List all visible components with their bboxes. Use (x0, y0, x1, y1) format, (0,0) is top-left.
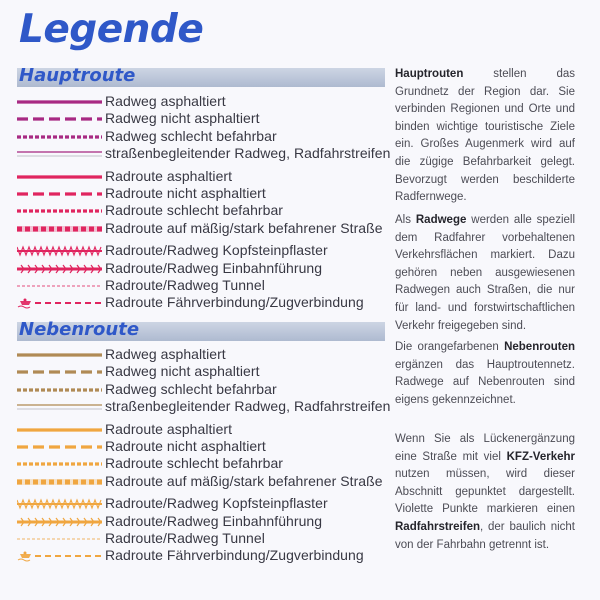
legend-label: Radroute Fährverbindung/Zugverbindung (105, 294, 364, 311)
legend-line-sample (17, 187, 102, 201)
legend-line-sample (17, 296, 102, 310)
legend-row (17, 382, 397, 398)
legend-line-sample (17, 457, 102, 471)
description-hauptrouten-strong: Hauptrouten (395, 68, 464, 80)
legend-line-sample (17, 423, 102, 437)
legend-label: Radweg asphaltiert (105, 93, 226, 109)
legend-title: Legende (19, 7, 204, 52)
legend-line-sample (17, 348, 102, 362)
legend-row (17, 548, 397, 564)
legend-row (17, 347, 397, 363)
legend-line-sample (17, 112, 102, 126)
legend-label: Radroute nicht asphaltiert (105, 438, 266, 454)
legend-row (17, 496, 397, 512)
legend-row (17, 364, 397, 380)
legend-row (17, 169, 397, 185)
nebenroute-heading: Nebenroute (19, 319, 140, 340)
legend-row (17, 221, 397, 237)
legend-label: Radroute/Radweg Tunnel (105, 530, 265, 546)
legend-label: Radroute schlecht befahrbar (105, 455, 284, 472)
legend-line-sample (17, 130, 102, 144)
legend-row (17, 474, 397, 490)
legend-label: Radroute/Radweg Kopfsteinpflaster (105, 242, 328, 259)
description-radfahrstreifen-strong: Radfahrstreifen (395, 520, 480, 533)
legend-line-sample (17, 400, 102, 414)
description-nebenrouten-pre: Die orangefarbenen (395, 341, 505, 353)
description-radwege-text: werden alle speziell dem Radfahrer vorbehaltenen Verkehrsflächen markiert. Dazu gehören neben ausgewiesenen Radwegen auch Straßen, die nur für land- und forstwirtschaftlichen Verkehr freigegeben sind. (395, 214, 576, 332)
legend-line-sample (17, 515, 102, 529)
description-kfz-text: , der baulich nicht von der Fahrbahn getrennt ist. (395, 520, 575, 551)
legend-row (17, 278, 397, 294)
legend-row (17, 422, 397, 438)
legend-label: Radweg asphaltiert (105, 346, 226, 362)
legend-row (17, 111, 397, 127)
legend-line-sample (17, 475, 102, 489)
legend-label: Radroute schlecht befahrbar (105, 202, 284, 219)
legend-label: Radroute auf mäßig/stark befahrener Straße (105, 472, 383, 489)
legend-line-sample (17, 95, 102, 109)
legend-label: Radroute/Radweg Einbahnführung (105, 512, 323, 529)
legend-row (17, 399, 397, 415)
legend-line-sample (17, 383, 102, 397)
description-kfz-mid: nutzen müssen, wird dieser Abschnitt gepunktet dargestellt. Violette Punkte markieren einen (395, 468, 575, 516)
legend-row (17, 129, 397, 145)
legend-row (17, 94, 397, 110)
description-nebenrouten-strong: Nebenrouten (504, 341, 575, 353)
legend-label: straßenbegleitender Radweg, Radfahrstreifen (105, 398, 391, 415)
legend-line-sample (17, 440, 102, 454)
legend-line-sample (17, 279, 102, 293)
legend-label: Radroute/Radweg Einbahnführung (105, 259, 323, 276)
legend-row (17, 203, 397, 219)
legend-label: straßenbegleitender Radweg, Radfahrstreifen (105, 145, 391, 162)
description-nebenrouten-text: ergänzen das Hauptroutennetz. Radwege auf Nebenrouten sind eigens gekennzeichnet. (395, 358, 575, 406)
legend-label: Radweg nicht asphaltiert (105, 110, 260, 127)
legend-line-sample (17, 170, 102, 184)
legend-line-sample (17, 147, 102, 161)
legend-row (17, 243, 397, 259)
legend-label: Radroute asphaltiert (105, 420, 233, 437)
legend-row (17, 186, 397, 202)
legend-row (17, 439, 397, 455)
legend-label: Radroute asphaltiert (105, 167, 233, 184)
description-hauptrouten (395, 66, 575, 207)
description-hauptrouten-text: stellen das Grundnetz der Region dar. Sie verbinden Regionen und Orte und binden wichtige touristische Ziele ein. Großes Augenmerk wird auf die zügige Befahrbarkeit gelegt. Bevorzugt werden beschilderte Radfernwege. (395, 68, 575, 204)
description-radwege-strong: Radwege (415, 214, 467, 226)
legend-line-sample (17, 365, 102, 379)
legend-label: Radroute Fährverbindung/Zugverbindung (105, 547, 364, 564)
description-kfz-strong: KFZ-Verkehr (506, 450, 575, 463)
legend-line-sample (17, 532, 102, 546)
legend-row (17, 261, 397, 277)
legend-label: Radroute/Radweg Kopfsteinpflaster (105, 495, 328, 512)
legend-line-sample (17, 204, 102, 218)
legend-label: Radweg schlecht befahrbar (105, 127, 277, 144)
description-nebenrouten (395, 339, 575, 409)
legend-label: Radweg nicht asphaltiert (105, 363, 260, 380)
legend-label: Radweg schlecht befahrbar (105, 380, 277, 397)
legend-label: Radroute nicht asphaltiert (105, 185, 266, 201)
legend-label: Radroute/Radweg Tunnel (105, 277, 265, 293)
legend-row (17, 456, 397, 472)
hauptroute-heading: Hauptroute (19, 65, 136, 86)
legend-line-sample (17, 262, 102, 276)
legend-line-sample (17, 497, 102, 511)
legend-row (17, 146, 397, 162)
legend-line-sample (17, 549, 102, 563)
description-radwege (395, 212, 575, 335)
legend-row (17, 295, 397, 311)
legend-line-sample (17, 244, 102, 258)
legend-label: Radroute auf mäßig/stark befahrener Straße (105, 219, 383, 236)
description-kfz-pre: Wenn Sie als Lückenergänzung eine Straße mit viel (395, 433, 575, 463)
description-radwege-pre: Als (395, 214, 416, 226)
legend-line-sample (17, 222, 102, 236)
description-kfz-verkehr (395, 431, 575, 554)
legend-row (17, 514, 397, 530)
legend-row (17, 531, 397, 547)
